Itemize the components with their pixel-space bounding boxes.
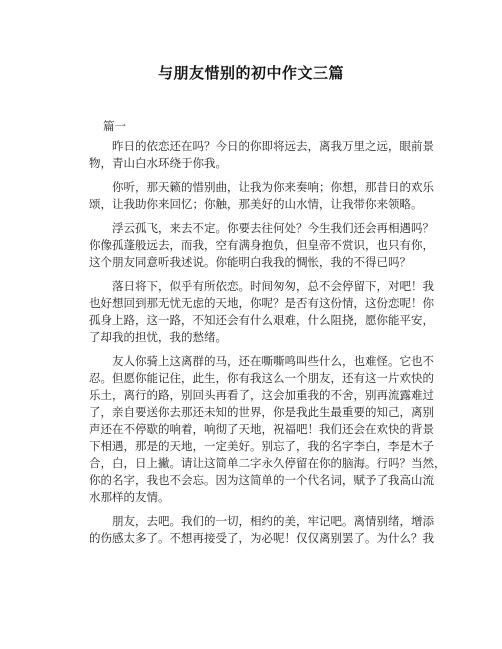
paragraph-line: 友人你骑上这离群的马，还在嘶嘶鸣叫些什么，也难怪。它也不: [89, 354, 434, 368]
paragraph-line: 浮云孤飞，来去不定。你要去往何处？今生我们还会再相遇吗？: [89, 221, 434, 235]
paragraph: [89, 353, 446, 506]
paragraph-line: 孤身上路，这一路，不知还会有什么艰难，什么阻挠，愿你能平安，: [89, 313, 434, 327]
paragraph-line: 物，青山白水环绕于你我。: [89, 156, 227, 170]
paragraph-line: 的伤感太多了。不想再接受了，为必呢！仅仅离别罢了。为什么？我: [89, 531, 434, 545]
paragraph-line: 合，白，日上撇。请让这简单二字永久停留在你的脑海。行吗？当然，: [89, 456, 446, 470]
paragraph: [89, 513, 434, 547]
paragraph: [89, 179, 434, 213]
paragraph-line: 你像孤蓬般远去，而我，空有满身抱负，但皇帝不赏识，也只有你，: [89, 238, 434, 252]
document-body: [89, 138, 446, 554]
paragraph-line: 乐土，离行的路，别回头再看了，这会加重我的不舍，别再流露难过: [89, 388, 434, 402]
paragraph: [89, 220, 434, 271]
paragraph-line: 水那样的友情。: [89, 490, 170, 504]
paragraph-line: 落日将下，似乎有所依恋。时间匆匆，总不会停留下，对吧！我: [89, 279, 434, 293]
paragraph-line: 了却我的担忧，我的愁绪。: [89, 330, 227, 344]
document-title: 与朋友惜别的初中作文三篇: [157, 64, 344, 82]
paragraph-line: 也好想回到那无忧无虑的天地，你呢？是否有这份情，这份恋呢！你: [89, 296, 434, 310]
paragraph-line: 这个朋友同意听我述说。你能明白我我的惆怅，我的不得已吗？: [89, 255, 411, 269]
paragraph: [89, 138, 434, 172]
paragraph: [89, 278, 434, 346]
paragraph-line: 声还在不停歇的响着，响彻了天地，祝福吧！我们还会在欢快的背景: [89, 422, 434, 436]
paragraph-line: 了，亲自要送你去那还未知的世界，你是我此生最重要的知己，离别: [89, 405, 434, 419]
paragraph-line: 昨日的依恋还在吗？今日的你即将远去，离我万里之远，眼前景: [89, 139, 434, 153]
paragraph-line: 颂，让我助你来回忆；你触，那美好的山水情，让我带你来领略。: [89, 197, 423, 211]
paragraph-line: 你的名字，我也不会忘。因为这简单的一个代名词，赋予了我高山流: [89, 473, 434, 487]
section-label: 篇一: [103, 119, 126, 133]
paragraph-line: 下相遇，那是的天地，一定美好。别忘了，我的名字李白，李是木子: [89, 439, 434, 453]
paragraph-line: 你听，那天籁的惜别曲，让我为你来奏响；你想，那昔日的欢乐: [89, 180, 434, 194]
paragraph-line: 朋友，去吧。我们的一切，相约的美，牢记吧。离情别绪，增添: [89, 514, 434, 528]
paragraph-line: 忍。但愿你能记住，此生，你有我这么一个朋友，还有这一片欢快的: [89, 371, 434, 385]
